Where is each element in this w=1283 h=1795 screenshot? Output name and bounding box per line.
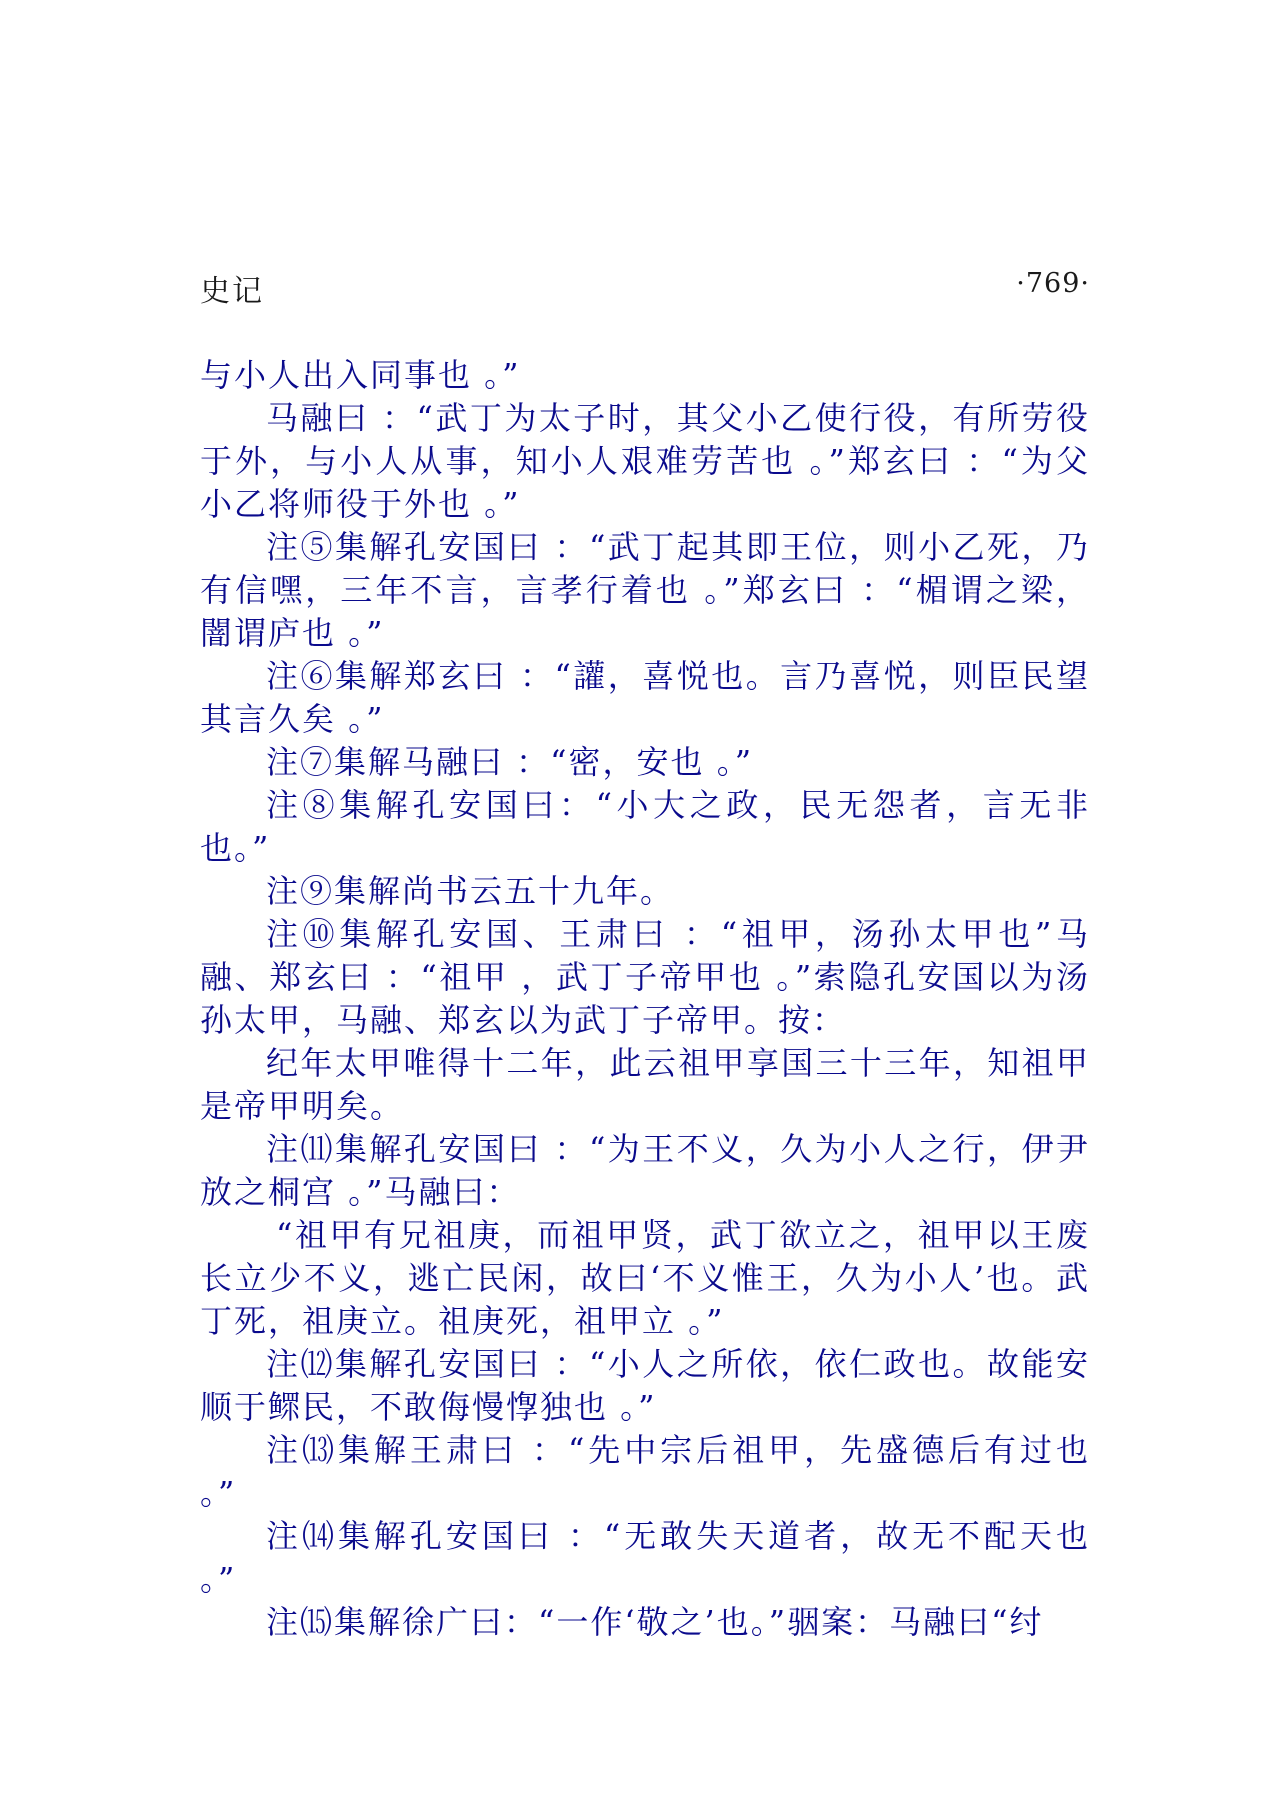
- paragraph: 注⑥集解郑玄曰 ：“讙，喜悦也。言乃喜悦，则臣民望其言久矣 。”: [200, 657, 1090, 738]
- paragraph: “祖甲有兄祖庚，而祖甲贤，武丁欲立之，祖甲以王废长立少不义，逃亡民闲，故曰‘不义惟王，久为小人’也。武丁死，祖庚立。祖庚死，祖甲立 。”: [200, 1216, 1090, 1340]
- paragraph: 与小人出入同事也 。”: [200, 356, 521, 394]
- paragraph: 注⑨集解尚书云五十九年。: [266, 872, 675, 910]
- paragraph: 注⑤集解孔安国曰 ：“武丁起其即王位，则小乙死，乃有信嘿，三年不言，言孝行着也 。”郑玄曰 ：“楣谓之梁，闇谓庐也 。”: [200, 528, 1090, 652]
- page-number: ·769·: [1016, 268, 1090, 299]
- page-header: [200, 266, 1090, 309]
- paragraph: 马融曰 ：“武丁为太子时，其父小乙使行役，有所劳役于外，与小人从事，知小人艰难劳苦也 。”郑玄曰 ：“为父小乙将师役于外也 。”: [200, 399, 1090, 523]
- book-title: 史记: [200, 274, 264, 309]
- paragraph: 注⒁集解孔安国曰 ：“无敢失天道者，故无不配天也 。”: [200, 1517, 1090, 1598]
- paragraph: 注⒀集解王肃曰 ：“先中宗后祖甲，先盛德后有过也 。”: [200, 1431, 1090, 1512]
- paragraph: 注⑦集解马融曰 ：“密，安也 。”: [266, 743, 754, 781]
- paragraph: 注⒂集解徐广曰：“一作‘敬之’也。”骃案：马融曰“纣: [266, 1603, 1044, 1641]
- paragraph: 注⑿集解孔安国曰 ：“小人之所依，依仁政也。故能安顺于鳏民，不敢侮慢惸独也 。”: [200, 1345, 1090, 1426]
- paragraph: 注⑩集解孔安国、王肃曰 ：“祖甲，汤孙太甲也”马融、郑玄曰 ：“祖甲 ，武丁子帝甲也 。”索隐孔安国以为汤孙太甲，马融、郑玄以为武丁子帝甲。按：: [200, 915, 1090, 1039]
- body-text: [200, 354, 1090, 1644]
- paragraph: 注⑧集解孔安国曰：“小大之政，民无怨者，言无非也。”: [200, 786, 1090, 867]
- paragraph: 纪年太甲唯得十二年，此云祖甲享国三十三年，知祖甲是帝甲明矣。: [200, 1044, 1090, 1125]
- paragraph: 注⑾集解孔安国曰 ：“为王不义，久为小人之行，伊尹放之桐宫 。”马融曰：: [200, 1130, 1090, 1211]
